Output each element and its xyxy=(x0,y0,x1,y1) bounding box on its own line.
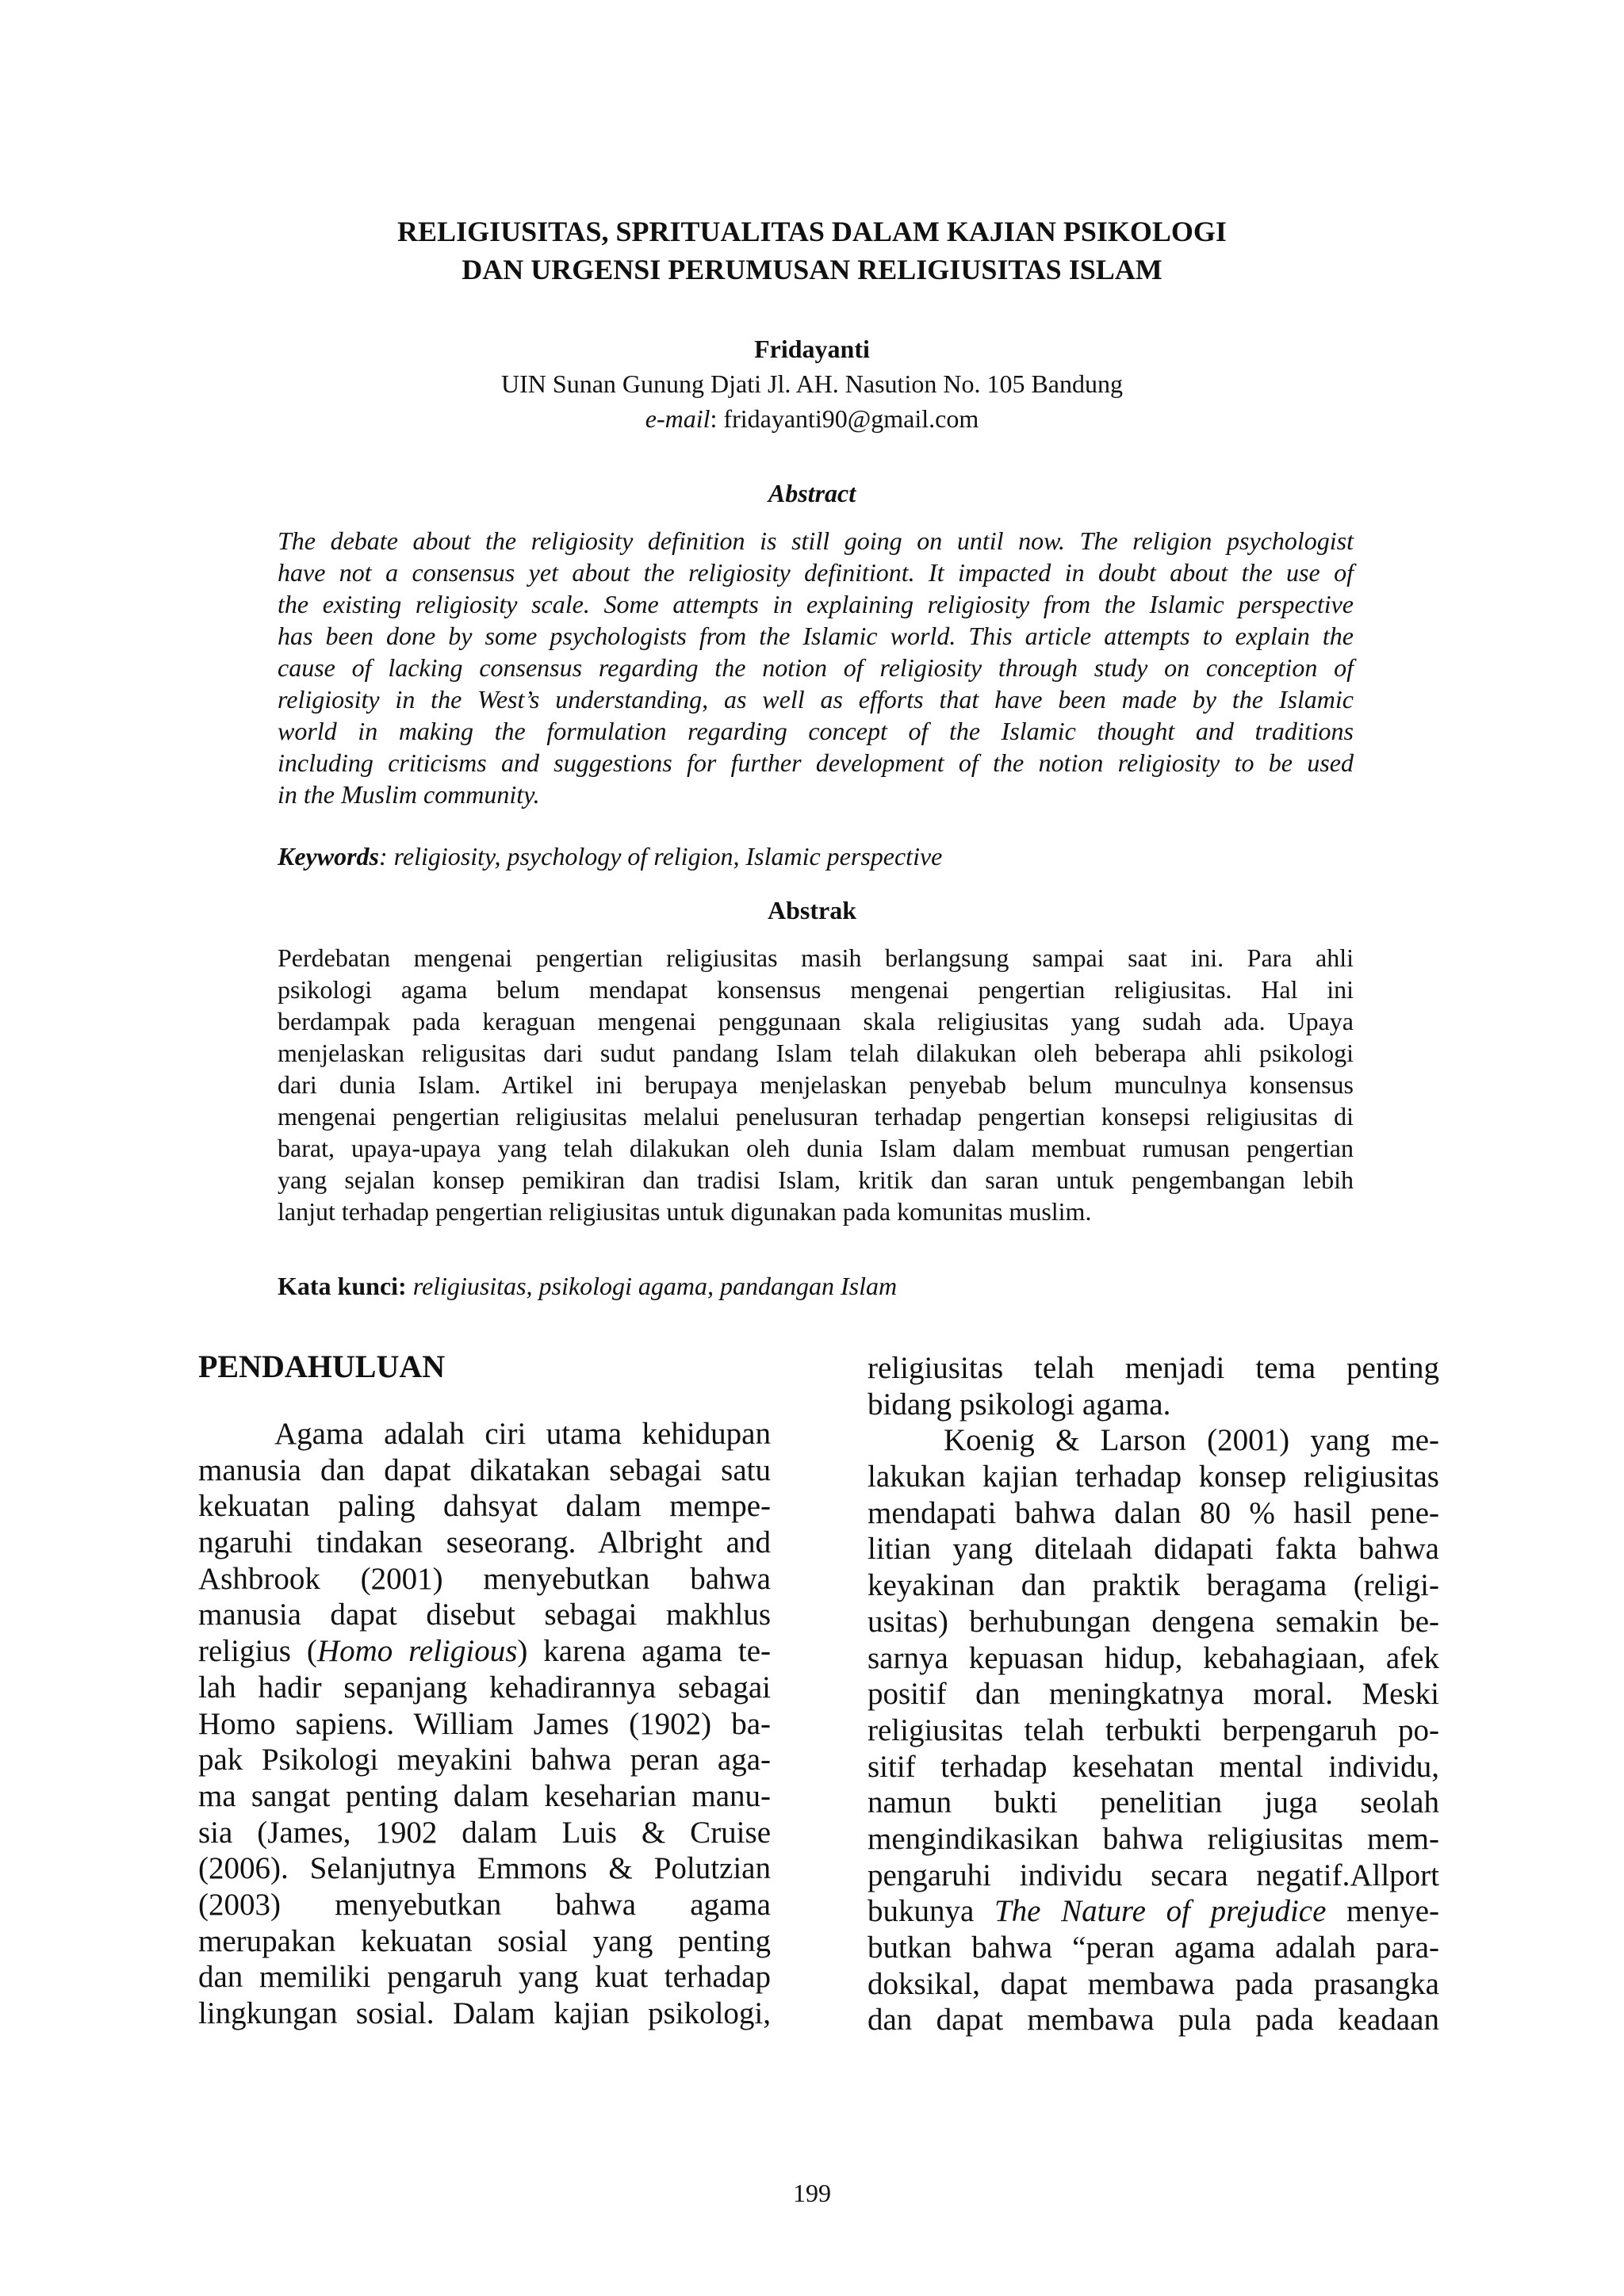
body-text: religius ( xyxy=(198,1634,317,1669)
body-line: Homo sapiens. William James (1902) ba- xyxy=(198,1706,771,1741)
abstract-id-line: dari dunia Islam. Artikel ini berupaya menjelaskan penyebab belum munculnya konsensus xyxy=(278,1070,1354,1099)
keywords-indonesian xyxy=(278,1272,1354,1301)
body-line: mendapati bahwa dalan 80 % hasil pene- xyxy=(868,1495,1439,1530)
body-line: doksikal, dapat membawa pada prasangka xyxy=(868,1966,1439,2001)
keywords-label: Keywords xyxy=(278,842,379,871)
body-line: merupakan kekuatan sosial yang penting xyxy=(198,1923,771,1958)
author-email xyxy=(0,401,1624,436)
body-line: usitas) berhubungan dengena semakin be- xyxy=(868,1604,1439,1639)
body-line: ma sangat penting dalam keseharian manu- xyxy=(198,1778,771,1813)
author-affiliation: UIN Sunan Gunung Djati Jl. AH. Nasution No. 105 Bandung xyxy=(501,369,1123,398)
author-block xyxy=(0,331,1624,436)
body-line: Agama adalah ciri utama kehidupan xyxy=(274,1417,771,1451)
abstract-id-line: Perdebatan mengenai pengertian religiusitas masih berlangsung sampai saat ini. Para ahli xyxy=(278,943,1354,972)
body-line xyxy=(198,1633,771,1670)
body-line: dan memiliki pengaruh yang kuat terhadap xyxy=(198,1960,771,1995)
body-line: (2003) menyebutkan bahwa agama xyxy=(198,1887,771,1922)
abstract-en-line: cause of lacking consensus regarding the notion of religiosity through study on conception of xyxy=(278,653,1354,682)
abstract-english xyxy=(278,525,1354,810)
body-text: bukunya xyxy=(868,1894,994,1929)
keywords-values: : religiosity, psychology of religion, Islamic perspective xyxy=(379,842,943,871)
body-line: ngaruhi tindakan seseorang. Albright and xyxy=(198,1525,771,1560)
abstract-id-line: menjelaskan religusitas dari sudut pandang Islam telah dilakukan oleh beberapa ahli psikologi xyxy=(278,1039,1354,1067)
kata-kunci-label: Kata kunci: xyxy=(278,1272,407,1300)
page-number: 199 xyxy=(793,2179,831,2207)
abstract-id-line: yang sejalan konsep pemikiran dan tradisi Islam, kritik dan saran untuk pengembangan lebih xyxy=(278,1165,1354,1194)
body-line: lah hadir sepanjang kehadirannya sebagai xyxy=(198,1670,771,1705)
body-column-right xyxy=(868,1350,1439,2038)
body-text: ) karena agama te- xyxy=(517,1634,771,1669)
abstract-id-line: psikologi agama belum mendapat konsensus mengenai pengertian religiusitas. Hal ini xyxy=(278,975,1354,1004)
paper-title xyxy=(0,212,1624,289)
body-line: lingkungan sosial. Dalam kajian psikologi, xyxy=(198,1996,771,2030)
abstract-id-line: berdampak pada keraguan mengenai penggunaan skala religiusitas yang sudah ada. Upaya xyxy=(278,1007,1354,1035)
body-line: sia (James, 1902 dalam Luis & Cruise xyxy=(198,1815,771,1850)
body-line: manusia dan dapat dikatakan sebagai satu xyxy=(198,1452,771,1487)
abstract-en-line: including criticisms and suggestions for further development of the notion religiosity to be used xyxy=(278,748,1354,777)
abstract-heading: Abstract xyxy=(768,479,856,507)
body-line: Ashbrook (2001) menyebutkan bahwa xyxy=(198,1561,771,1596)
body-line xyxy=(868,1893,1439,1930)
body-line: Koenig & Larson (2001) yang me- xyxy=(944,1423,1439,1458)
title-line-2: DAN URGENSI PERUMUSAN RELIGIUSITAS ISLAM xyxy=(462,254,1162,285)
abstrak-heading: Abstrak xyxy=(767,896,856,924)
italic-book-title: The Nature of prejudice xyxy=(994,1894,1327,1929)
abstract-en-line: has been done by some psychologists from the Islamic world. This article attempts to explain the xyxy=(278,622,1354,650)
body-line: positif dan meningkatnya moral. Meski xyxy=(868,1677,1439,1712)
email-label: e-mail xyxy=(645,404,710,433)
body-line: manusia dapat disebut sebagai makhlus xyxy=(198,1598,771,1632)
body-line: bidang psikologi agama. xyxy=(868,1387,1171,1422)
email-value: : fridayanti90@gmail.com xyxy=(710,404,979,433)
body-line: pengaruhi individu secara negatif.Allport xyxy=(868,1858,1439,1892)
abstract-en-line: religiosity in the West’s understanding, as well as efforts that have been made by the Islamic xyxy=(278,685,1354,714)
abstract-indonesian xyxy=(278,942,1354,1227)
body-line: litian yang ditelaah didapati fakta bahwa xyxy=(868,1532,1439,1567)
abstract-en-line: have not a consensus yet about the religiosity definitiont. It impacted in doubt about the use of xyxy=(278,558,1354,587)
body-line: lakukan kajian terhadap konsep religiusitas xyxy=(868,1460,1439,1494)
abstract-en-line: world in making the formulation regarding concept of the Islamic thought and traditions xyxy=(278,717,1354,745)
body-line: butkan bahwa “peran agama adalah para- xyxy=(868,1931,1439,1965)
keywords-english xyxy=(278,842,1354,871)
body-column-left xyxy=(198,1416,771,2032)
kata-kunci-values: religiusitas, psikologi agama, pandangan Islam xyxy=(412,1272,898,1300)
body-line: pak Psikologi meyakini bahwa peran aga- xyxy=(198,1743,771,1777)
body-line: religiusitas telah terbukti berpengaruh po- xyxy=(868,1712,1439,1747)
italic-term: Homo religious xyxy=(316,1634,518,1669)
body-line: dan dapat membawa pula pada keadaan xyxy=(868,2003,1439,2038)
abstract-en-line: the existing religiosity scale. Some attempts in explaining religiosity from the Islamic perspective xyxy=(278,590,1354,618)
body-line: religiusitas telah menjadi tema penting xyxy=(868,1351,1439,1385)
abstract-id-line: mengenai pengertian religiusitas melalui penelusuran terhadap pengertian konsepsi religiusitas di xyxy=(278,1102,1354,1131)
body-line: kekuatan paling dahsyat dalam mempe- xyxy=(198,1489,771,1524)
abstract-id-line: lanjut terhadap pengertian religiusitas untuk digunakan pada komunitas muslim. xyxy=(278,1197,1092,1226)
title-line-1: RELIGIUSITAS, SPRITUALITAS DALAM KAJIAN PSIKOLOGI xyxy=(397,216,1227,247)
body-line: sarnya kepuasan hidup, kebahagiaan, afek xyxy=(868,1640,1439,1675)
body-line: keyakinan dan praktik beragama (religi- xyxy=(868,1568,1439,1603)
body-line: namun bukti penelitian juga seolah xyxy=(868,1785,1439,1820)
body-text: menye- xyxy=(1326,1894,1439,1929)
body-line: sitif terhadap kesehatan mental individu, xyxy=(868,1749,1439,1784)
body-line: mengindikasikan bahwa religiusitas mem- xyxy=(868,1821,1439,1856)
body-line: (2006). Selanjutnya Emmons & Polutzian xyxy=(198,1851,771,1886)
author-name: Fridayanti xyxy=(754,335,870,363)
abstract-en-line: The debate about the religiosity definition is still going on until now. The religion psychologist xyxy=(278,526,1354,555)
section-heading-pendahuluan: PENDAHULUAN xyxy=(198,1349,446,1384)
abstract-id-line: barat, upaya-upaya yang telah dilakukan oleh dunia Islam dalam membuat rumusan pengertian xyxy=(278,1134,1354,1162)
abstract-en-line: in the Muslim community. xyxy=(278,780,540,809)
